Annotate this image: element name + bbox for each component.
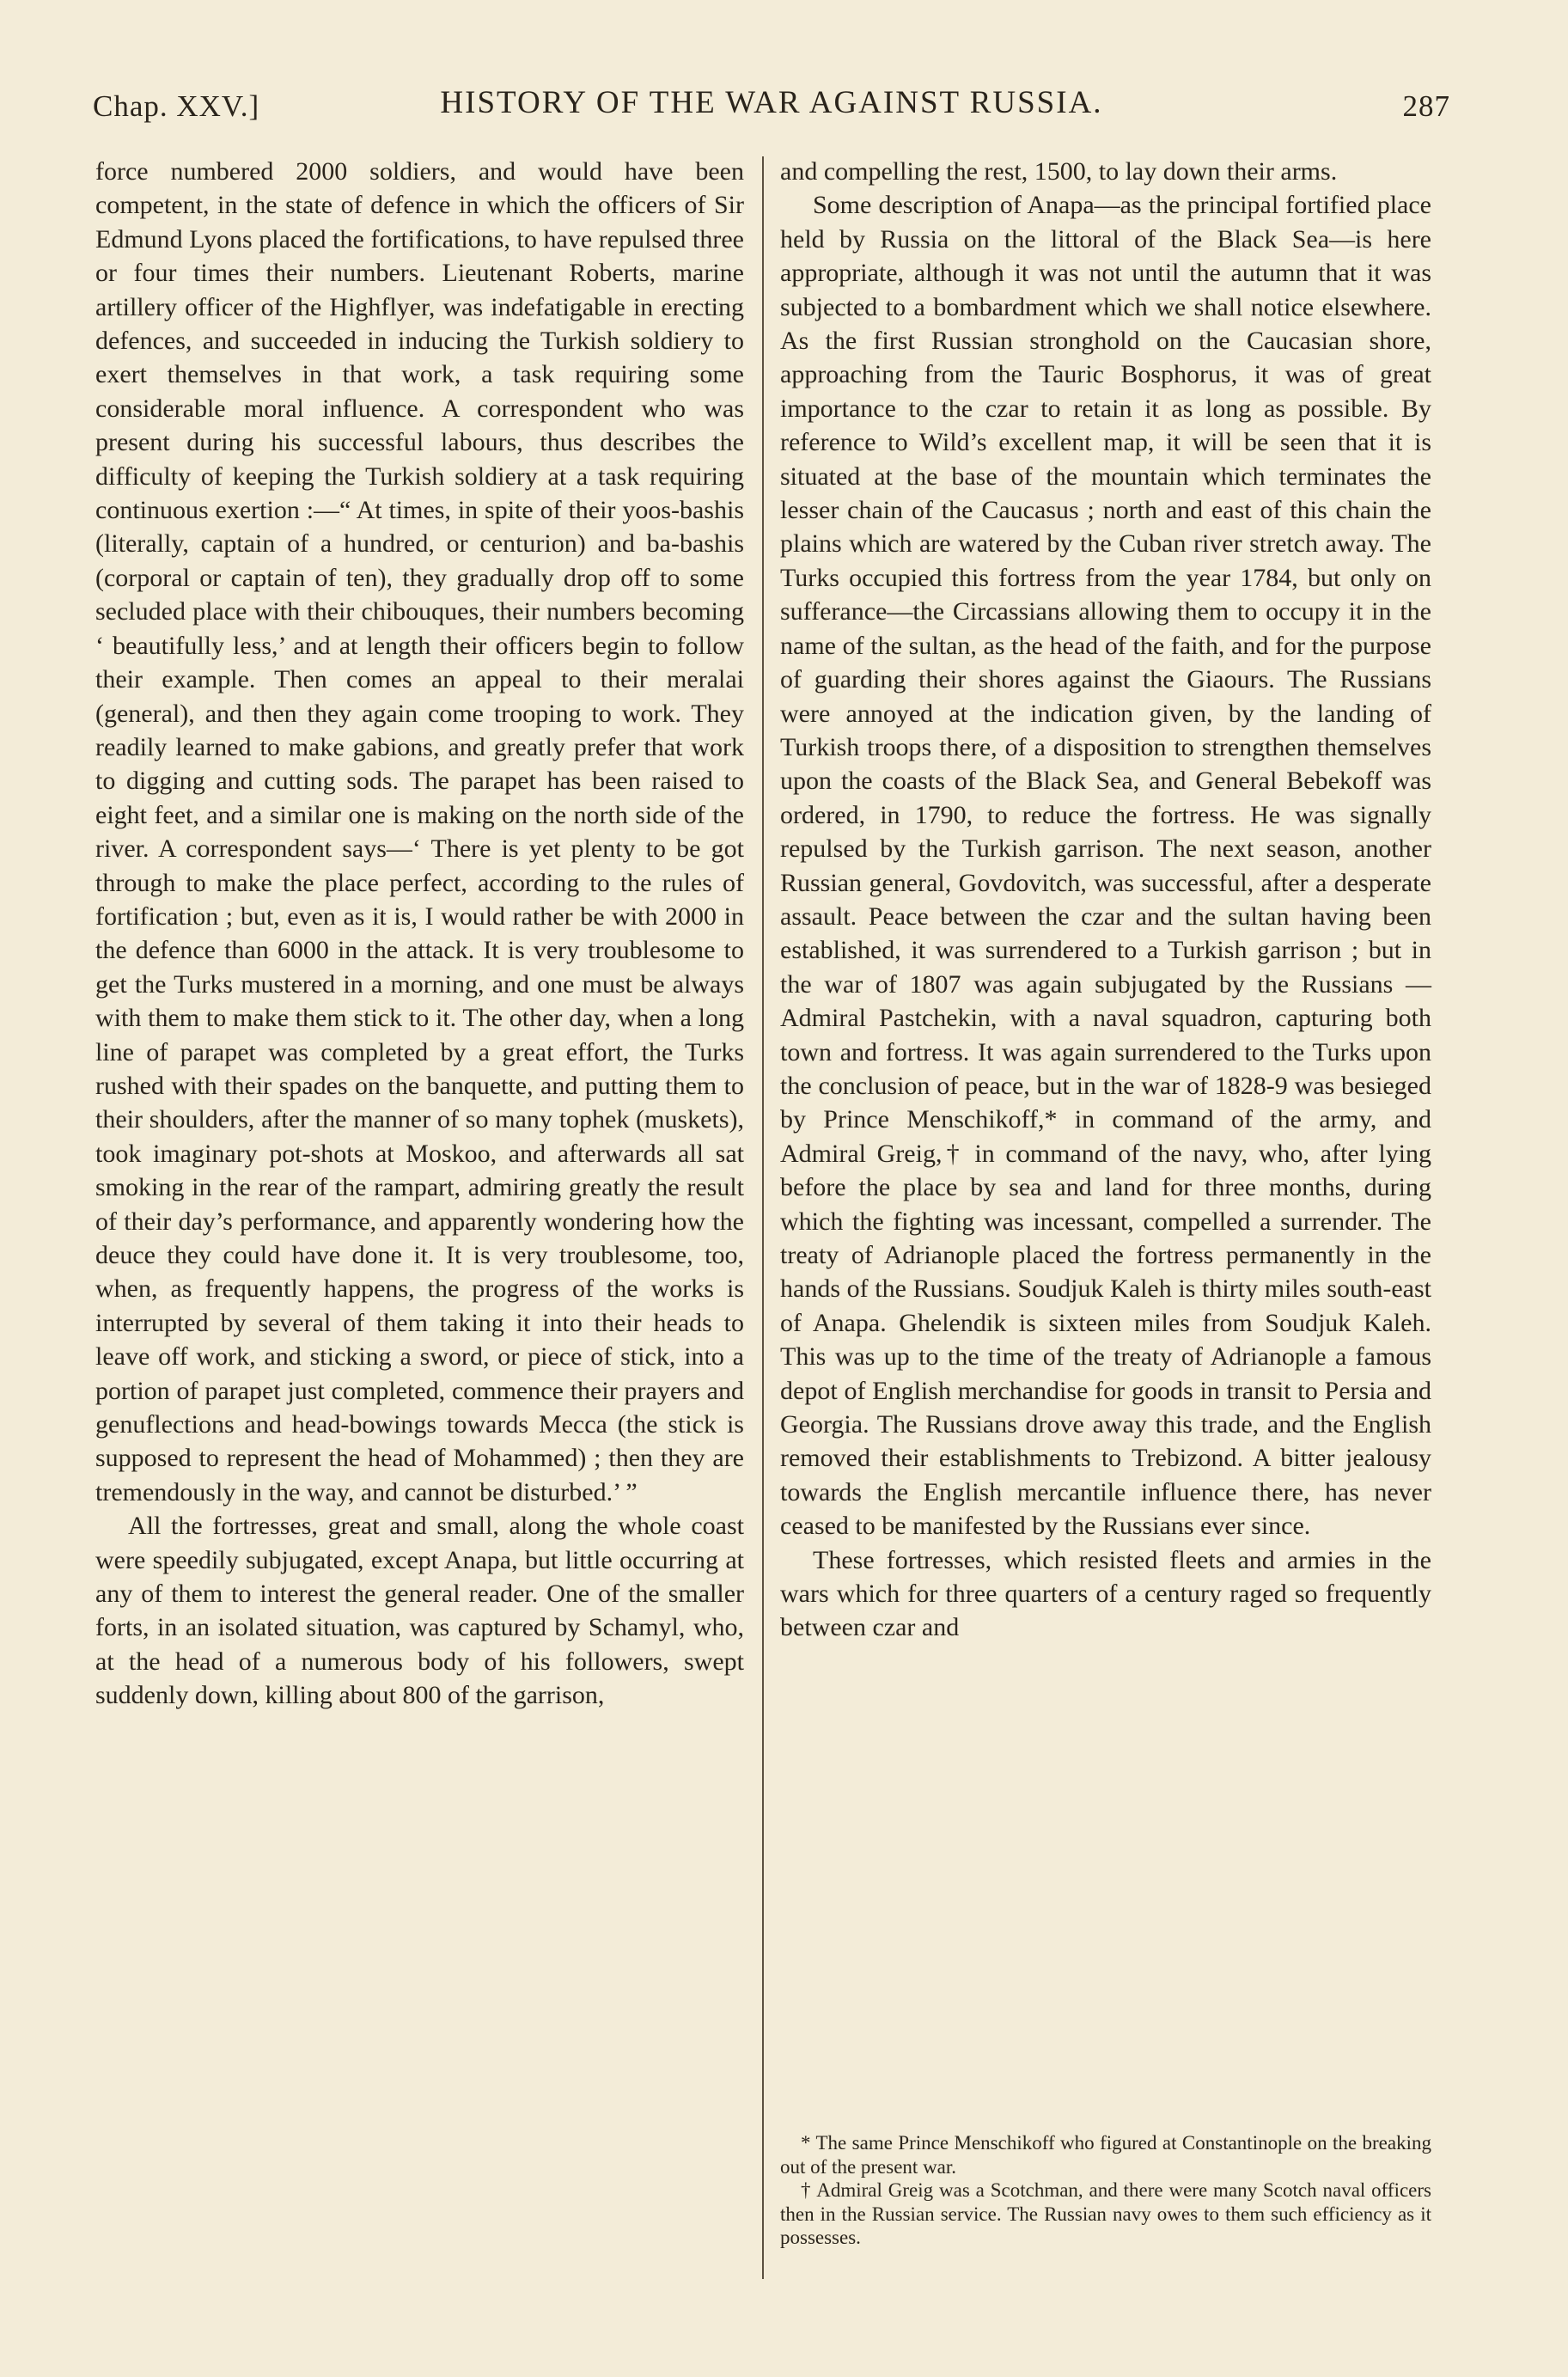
footnote: † Admiral Greig was a Scotchman, and there were many Scotch naval officers then in the Russian service. The Russian navy owes to them such efficiency as it possesses. xyxy=(780,2179,1431,2248)
page-number: 287 xyxy=(1402,89,1450,123)
right-column xyxy=(780,155,1431,1645)
paragraph: These fortresses, which resisted fleets and armies in the wars which for three quarters of a century raged so frequently between czar and xyxy=(780,1545,1431,1642)
paragraph: and compelling the rest, 1500, to lay down their arms. xyxy=(780,157,1338,186)
column-divider xyxy=(762,156,764,2279)
footnote: * The same Prince Menschikoff who figured at Constantinople on the breaking out of the present war. xyxy=(780,2132,1431,2178)
footnotes xyxy=(780,2131,1431,2250)
running-title: HISTORY OF THE WAR AGAINST RUSSIA. xyxy=(440,85,1103,120)
paragraph: force numbered 2000 soldiers, and would have been competent, in the state of defence in which the officers of Sir Edmund Lyons placed the fortifications, to have repulsed three or four times their numbers. Lieutenant Roberts, marine artillery officer of the Highflyer, was indefatigable in erecting defences, and succeeded in inducing the Turkish soldiery to exert themselves in that work, a task requiring some considerable moral influence. A correspondent who was present during his successful labours, thus describes the difficulty of keeping the Turkish soldiery at a task requiring continuous exertion :—“ At times, in spite of their yoos-bashis (literally, captain of a hundred, or centurion) and ba-bashis (corporal or captain of ten), they gradually drop off to some secluded place with their chibouques, their numbers becoming ‘ beautifully less,’ and at length their officers begin to follow their example. Then comes an appeal to their meralai (general), and then they again come trooping to work. They readily learned to make gabions, and greatly prefer that work to digging and cutting sods. The parapet has been raised to eight feet, and a similar one is making on the north side of the river. A correspondent says—‘ There is yet plenty to be got through to make the place perfect, according to the rules of fortification ; but, even as it is, I would rather be with 2000 in the defence than 6000 in the attack. It is very troublesome to get the Turks mustered in a morning, and one must be always with them to make them stick to it. The other day, when a long line of parapet was completed by a great effort, the Turks rushed with their spades on the banquette, and putting them to their shoulders, after the manner of so many tophek (muskets), took imaginary pot-shots at Moskoo, and afterwards all sat smoking in the rear of the rampart, admiring greatly the result of their day’s performance, and apparently wondering how the deuce they could have done it. It is very troublesome, too, when, as frequently happens, the progress of the works is interrupted by several of them taking it into their heads to leave off work, and sticking a sword, or piece of stick, into a portion of parapet just completed, commence their prayers and genuflections and head-bowings towards Mecca (the stick is supposed to represent the head of Mohammed) ; then they are tremendously in the way, and cannot be disturbed.’ ” xyxy=(95,157,744,1506)
left-column xyxy=(95,155,744,1713)
paragraph: Some description of Anapa—as the principal fortified place held by Russia on the littoral of the Black Sea—is here appropriate, although it was not until the autumn that it was subjected to a bombardment which we shall notice elsewhere. As the first Russian stronghold on the Caucasian shore, approaching from the Tauric Bosphorus, it was of great importance to the czar to retain it as long as possible. By reference to Wild’s excellent map, it will be seen that it is situated at the base of the mountain which terminates the lesser chain of the Caucasus ; north and east of this chain the plains which are watered by the Cuban river stretch away. The Turks occupied this fortress from the year 1784, but only on sufferance—the Circassians allowing them to occupy it in the name of the sultan, as the head of the faith, and for the purpose of guarding their shores against the Giaours. The Russians were annoyed at the indication given, by the landing of Turkish troops there, of a disposition to strengthen themselves upon the coasts of the Black Sea, and General Bebekoff was ordered, in 1790, to reduce the fortress. He was signally repulsed by the Turkish garrison. The next season, another Russian general, Govdovitch, was successful, after a desperate assault. Peace between the czar and the sultan having been established, it was surrendered to a Turkish garrison ; but in the war of 1807 was again subjugated by the Russians — Admiral Pastchekin, with a naval squadron, capturing both town and fortress. It was again surrendered to the Turks upon the conclusion of peace, but in the war of 1828-9 was besieged by Prince Menschikoff,* in command of the army, and Admiral Greig,† in command of the navy, who, after lying before the place by sea and land for three months, during which the fighting was incessant, compelled a surrender. The treaty of Adrianople placed the fortress permanently in the hands of the Russians. Soudjuk Kaleh is thirty miles south-east of Anapa. Ghelendik is sixteen miles from Soudjuk Kaleh. This was up to the time of the treaty of Adrianople a famous depot of English merchandise for goods in transit to Persia and Georgia. The Russians drove away this trade, and the English removed their establishments to Trebizond. A bitter jealousy towards the English mercantile influence there, has never ceased to be manifested by the Russians ever since. xyxy=(780,191,1431,1541)
chapter-label: Chap. XXV.] xyxy=(93,89,260,123)
paragraph: All the fortresses, great and small, along the whole coast were speedily subjugated, except Anapa, but little occurring at any of them to interest the general reader. One of the smaller forts, in an isolated situation, was captured by Schamyl, who, at the head of a numerous body of his followers, swept suddenly down, killing about 800 of the garrison, xyxy=(95,1512,744,1710)
running-header xyxy=(93,84,1450,136)
